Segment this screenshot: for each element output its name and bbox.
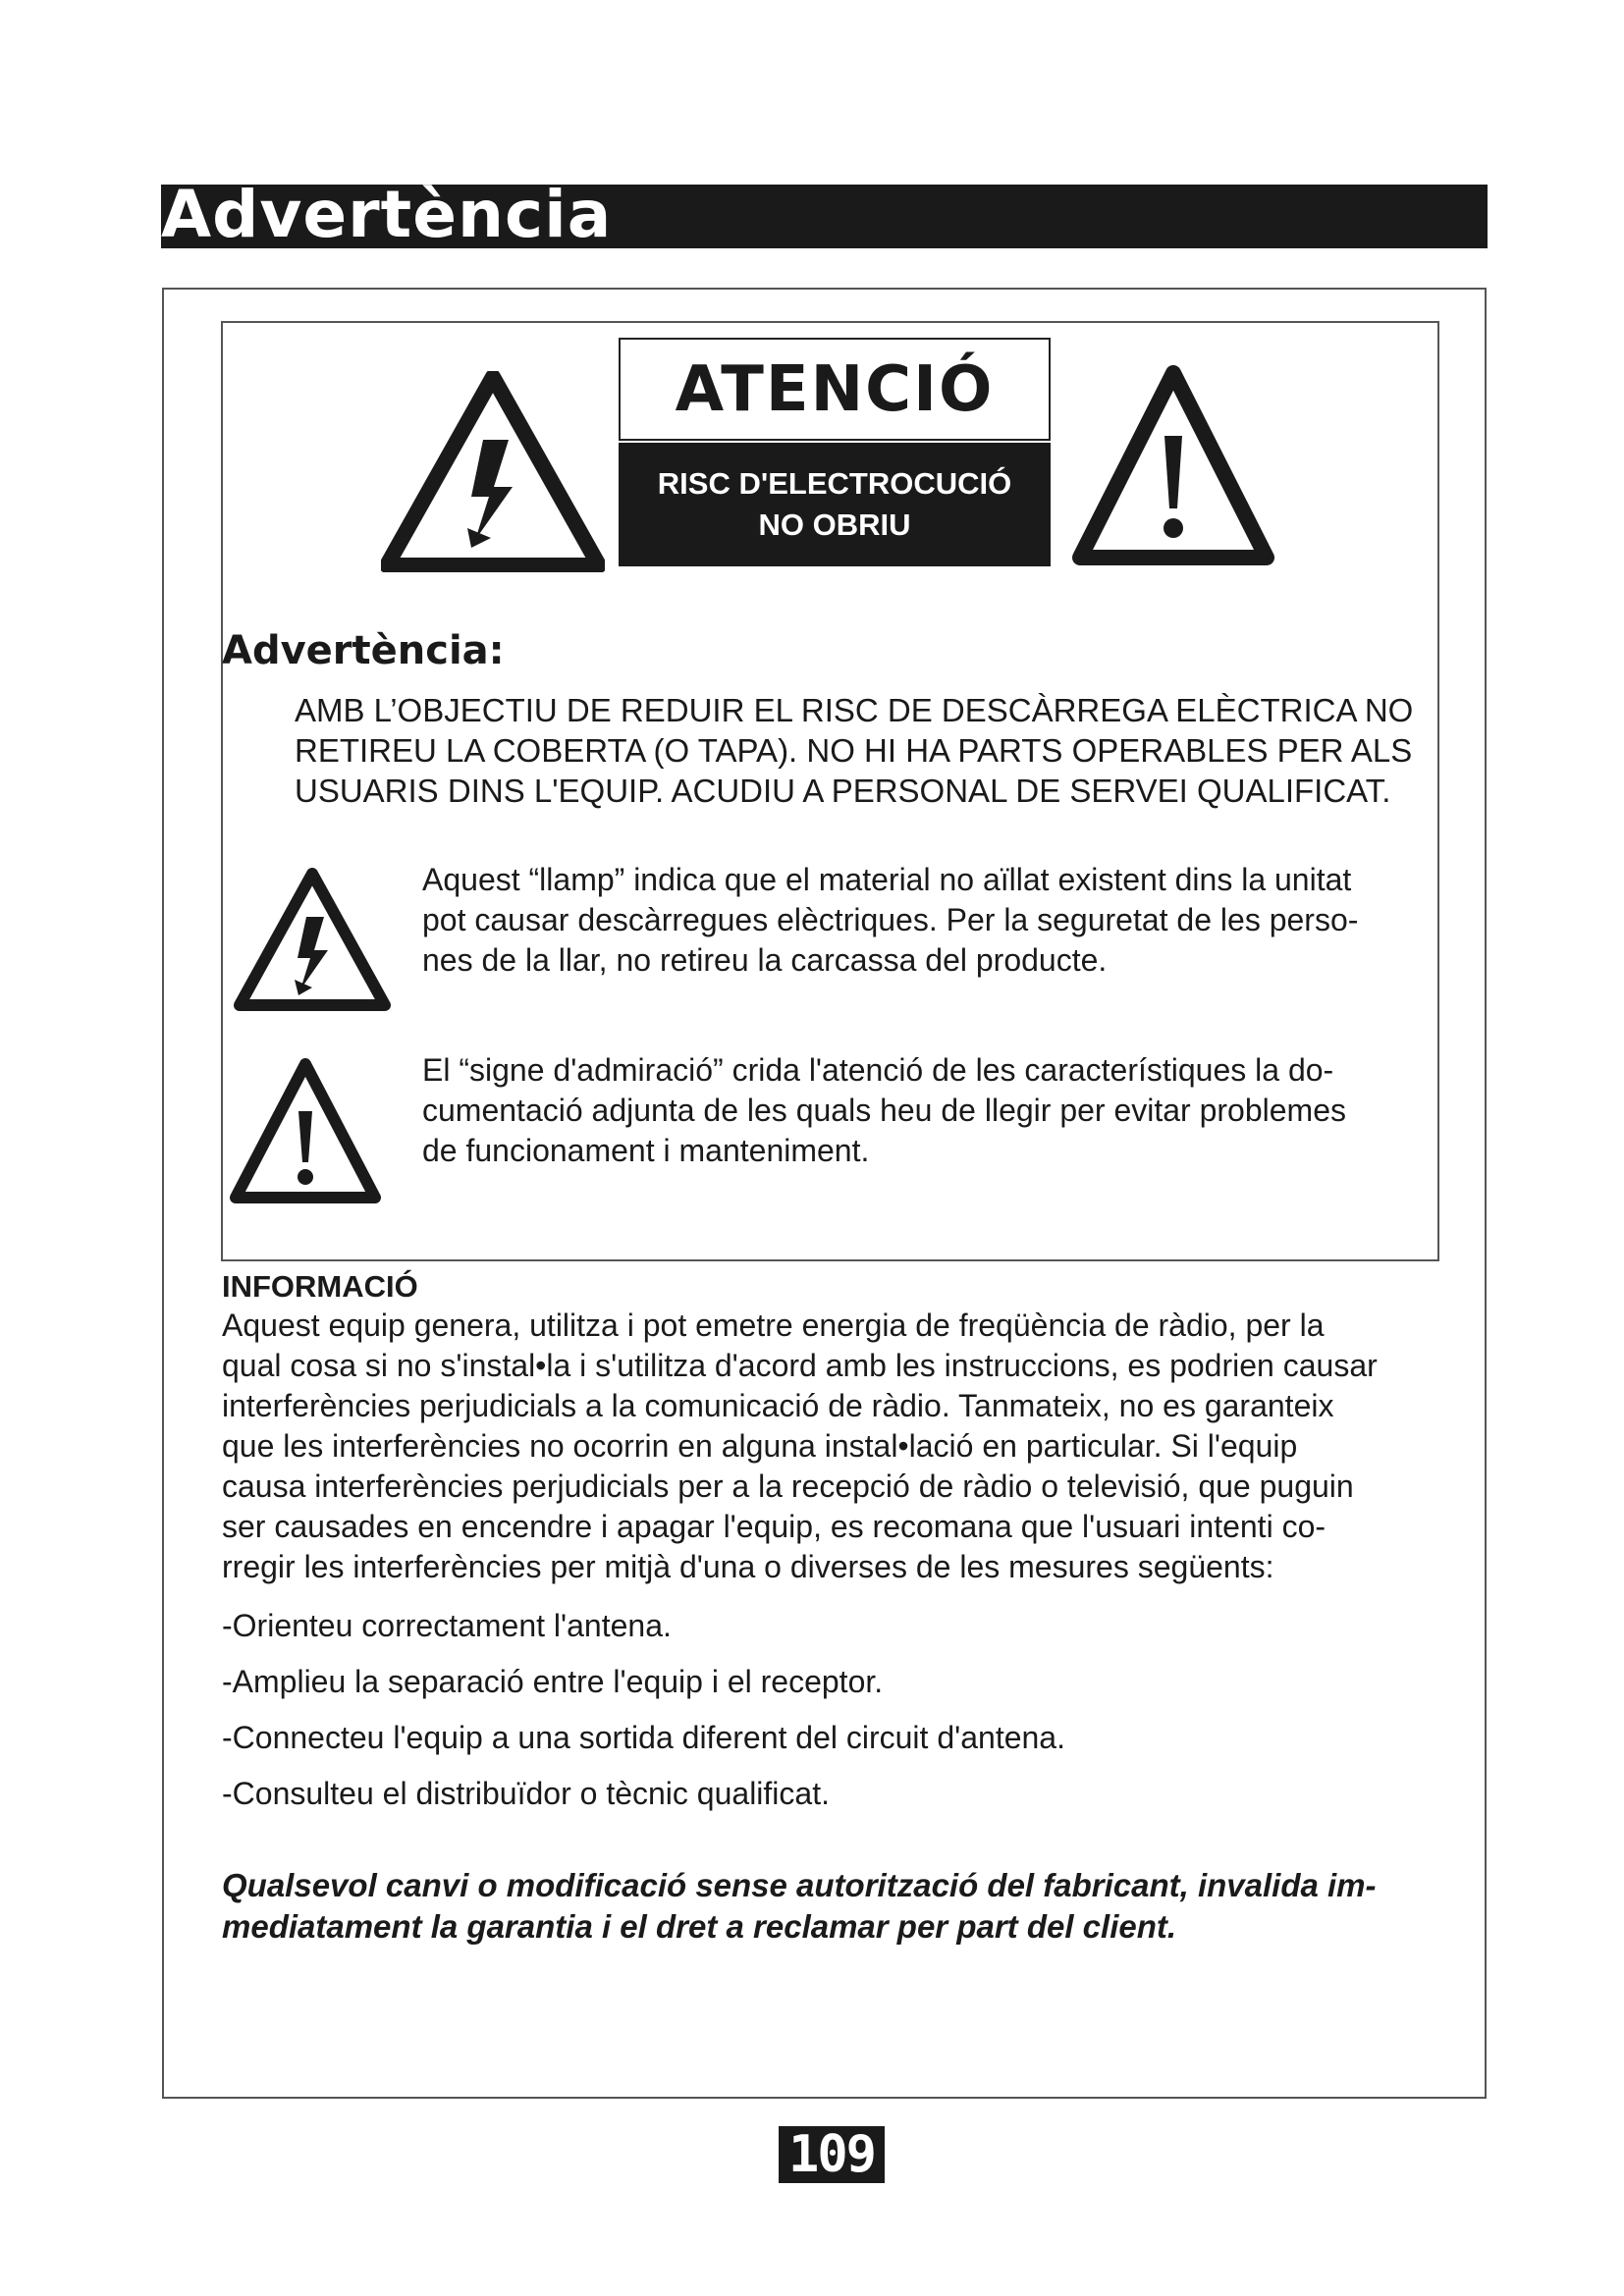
notice-line: mediatament la garantia i el dret a reclamar per part del client. xyxy=(222,1908,1177,1945)
list-item: -Amplieu la separació entre l'equip i el receptor. xyxy=(222,1664,884,1699)
description-line: de funcionament i manteniment. xyxy=(422,1133,870,1168)
page-title: Advertència xyxy=(161,177,613,252)
measures-list xyxy=(222,1606,1065,1830)
info-line: causa interferències perjudicials per a la recepció de ràdio o televisió, que puguin xyxy=(222,1468,1354,1504)
lightning-description xyxy=(422,860,1358,981)
info-line: Aquest equip genera, utilitza i pot emetre energia de freqüència de ràdio, per la xyxy=(222,1308,1325,1343)
exclamation-description xyxy=(422,1050,1346,1171)
warranty-notice xyxy=(222,1865,1377,1948)
title-bar xyxy=(161,177,1488,252)
info-paragraph xyxy=(222,1306,1378,1587)
caution-line-2: NO OBRIU xyxy=(758,507,911,542)
lightning-bolt-warning-icon xyxy=(234,868,391,1013)
warning-text xyxy=(295,690,1413,811)
info-line: rregir les interferències per mitjà d'una o diverses de les mesures següents: xyxy=(222,1549,1274,1584)
lightning-bolt-warning-icon xyxy=(381,371,605,572)
warning-heading: Advertència: xyxy=(222,628,505,673)
warning-line: USUARIS DINS L'EQUIP. ACUDIU A PERSONAL DE SERVEI QUALIFICAT. xyxy=(295,773,1391,809)
info-heading: INFORMACIÓ xyxy=(222,1269,418,1304)
notice-line: Qualsevol canvi o modificació sense autorització del fabricant, invalida im- xyxy=(222,1867,1377,1903)
exclamation-warning-icon xyxy=(1072,365,1274,567)
description-line: El “signe d'admiració” crida l'atenció de les característiques la do- xyxy=(422,1052,1334,1088)
info-line: interferències perjudicials a la comunicació de ràdio. Tanmateix, no es garanteix xyxy=(222,1388,1334,1423)
caution-title: ATENCIÓ xyxy=(675,352,995,426)
info-line: ser causades en encendre i apagar l'equip, es recomana que l'usuari intenti co- xyxy=(222,1509,1326,1544)
page-number: 109 xyxy=(779,2126,885,2183)
list-item: -Consulteu el distribuïdor o tècnic qualificat. xyxy=(222,1776,830,1811)
description-line: cumentació adjunta de les quals heu de llegir per evitar problemes xyxy=(422,1093,1346,1128)
description-line: nes de la llar, no retireu la carcassa del producte. xyxy=(422,942,1108,978)
info-line: qual cosa si no s'instal•la i s'utilitza d'acord amb les instruccions, es podrien causar xyxy=(222,1348,1378,1383)
description-line: pot causar descàrregues elèctriques. Per la seguretat de les perso- xyxy=(422,902,1359,937)
caution-line-1: RISC D'ELECTROCUCIÓ xyxy=(657,466,1012,501)
description-line: Aquest “llamp” indica que el material no aïllat existent dins la unitat xyxy=(422,862,1352,897)
exclamation-warning-icon xyxy=(230,1058,381,1205)
caution-subtitle-box xyxy=(619,443,1051,566)
caution-title-box xyxy=(619,338,1051,441)
info-line: que les interferències no ocorrin en alguna instal•lació en particular. Si l'equip xyxy=(222,1428,1298,1464)
list-item: -Connecteu l'equip a una sortida diferent del circuit d'antena. xyxy=(222,1720,1065,1755)
warning-line: AMB L’OBJECTIU DE REDUIR EL RISC DE DESCÀRREGA ELÈCTRICA NO xyxy=(295,692,1414,728)
list-item: -Orienteu correctament l'antena. xyxy=(222,1608,672,1643)
warning-line: RETIREU LA COBERTA (O TAPA). NO HI HA PARTS OPERABLES PER ALS xyxy=(295,732,1413,769)
